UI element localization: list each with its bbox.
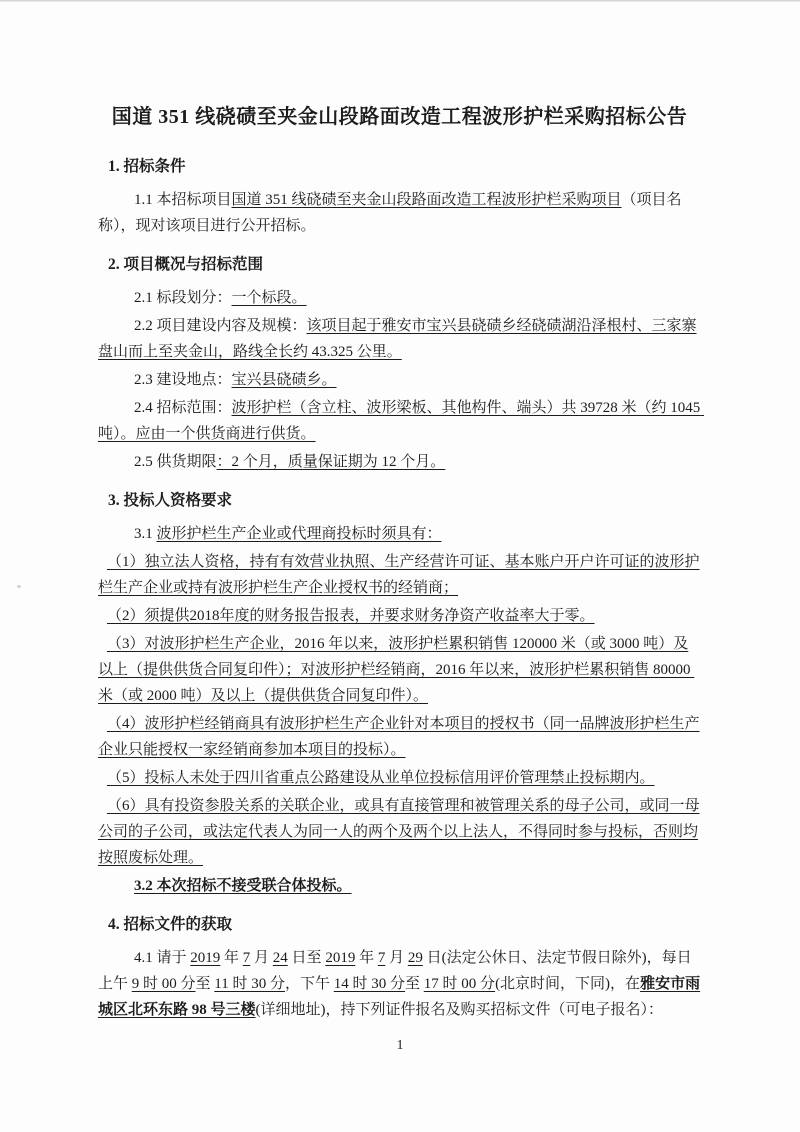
text-run: 至 — [195, 976, 215, 992]
text-run: 2.4 招标范围： — [134, 400, 232, 416]
paragraph — [98, 711, 701, 763]
text-run: 2.2 项目建设内容及规模： — [134, 318, 307, 334]
text-run: 年 — [355, 950, 378, 966]
text-run: 宝兴县硗碛乡。 — [231, 372, 337, 388]
text-run: 日至 — [287, 950, 326, 966]
text-run: 国道 351 线硗碛至夹金山段路面改造工程波形护栏采购项目 — [231, 192, 622, 208]
paragraph — [98, 603, 701, 629]
text-run: 17 时 00 分 — [423, 976, 496, 992]
page-number: 1 — [396, 1038, 404, 1053]
text-run: 7 — [377, 950, 386, 966]
section-heading — [108, 490, 701, 512]
text-run: 3.2 本次招标不接受联合体投标。 — [134, 878, 352, 894]
text-run: 2019 — [325, 950, 356, 966]
text-run: (北京时间，下同)，在 — [495, 976, 641, 992]
paragraph — [98, 793, 701, 871]
text-run: 1. 招标条件 — [108, 158, 186, 175]
text-run: 1.1 本招标项目 — [134, 192, 232, 208]
text-run: 月 — [385, 950, 408, 966]
section-heading — [108, 254, 701, 276]
section-heading — [108, 156, 701, 178]
text-run: 11 时 30 分 — [214, 976, 285, 992]
text-run: 雅安市雨城区北环东路 98 号三楼 — [98, 976, 701, 1018]
text-run: 2.1 标段划分： — [134, 290, 232, 306]
text-run: ：2 个月，质量保证期为 12 个月。 — [216, 454, 446, 470]
document-title: 国道 351 线硗碛至夹金山段路面改造工程波形护栏采购招标公告 — [111, 106, 688, 128]
document-content — [98, 102, 705, 1025]
text-run: 2019 — [190, 950, 221, 966]
text-run: （6）具有投资参股关系的关联企业，或具有直接管理和被管理关系的母子公司，或同一母公司的子公司，或法定代表人为同一人的两个及两个以上法人，不得同时参与投标，否则均按照废标处理。 — [98, 798, 700, 866]
paragraph — [98, 449, 701, 475]
text-run: 月 — [250, 950, 273, 966]
scan-top-edge-artifact — [0, 0, 800, 2]
text-run: 9 时 00 分 — [131, 976, 196, 992]
text-run: 2.5 供货期限 — [134, 454, 217, 470]
text-run: ，下午 — [285, 976, 334, 992]
section-heading — [108, 914, 701, 936]
paragraph — [98, 631, 701, 709]
paragraph — [98, 873, 701, 899]
paragraph — [98, 765, 701, 791]
text-run: 7 — [242, 950, 251, 966]
paragraph — [98, 187, 701, 239]
text-run: （项目名称），现对该项目进行公开招标。 — [98, 192, 682, 234]
text-run: （2）须提供2018年度的财务报告报表，并要求财务净资产收益率大于零。 — [107, 608, 595, 624]
paragraph — [98, 313, 701, 365]
text-run: 波形护栏生产企业或代理商投标时须具有： — [156, 526, 442, 542]
text-run: 3.1 — [134, 526, 157, 542]
text-run: （5）投标人未处于四川省重点公路建设从业单位投标信用评价管理禁止投标期内。 — [107, 770, 655, 786]
text-run: 2. 项目概况与招标范围 — [108, 256, 264, 273]
text-run: 波形护栏（含立柱、波形梁板、其他构件、端头）共 39728 米（约 1045 吨）。应由一个供货商进行供货。 — [98, 400, 705, 442]
text-run: 一个标段。 — [231, 290, 307, 306]
text-run: 日(法定公休日、法定节假日除外)，每日上午 — [98, 950, 692, 992]
paragraph — [98, 285, 701, 311]
document-body — [98, 156, 705, 1023]
text-run: 14 时 30 分 — [333, 976, 406, 992]
text-run: 29 — [407, 950, 423, 966]
text-run: (详细地址)，持下列证件报名及购买招标文件（可电子报名）： — [255, 1002, 664, 1018]
text-run: 24 — [272, 950, 288, 966]
paragraph — [98, 367, 701, 393]
text-run: 年 — [220, 950, 243, 966]
scan-speck-artifact — [17, 585, 21, 588]
text-run: 该项目起于雅安市宝兴县硗碛乡经硗碛湖沿泽根村、三家寨盘山而上至夹金山，路线全长约 43.325 公里。 — [98, 318, 697, 360]
paragraph — [98, 549, 701, 601]
paragraph — [98, 395, 705, 447]
text-run: 4. 招标文件的获取 — [108, 916, 233, 933]
text-run: 至 — [405, 976, 424, 992]
text-run: （3）对波形护栏生产企业，2016 年以来，波形护栏累积销售 120000 米（或 3000 吨）及以上（提供供货合同复印件）；对波形护栏经销商，2016 年以来，波形护栏累积销售 80000 米（或 2000 吨）及以上（提供供货合同复印件）。 — [98, 636, 695, 704]
text-run: 3. 投标人资格要求 — [108, 492, 233, 509]
text-run: （1）独立法人资格，持有有效营业执照、生产经营许可证、基本账户开户许可证的波形护栏生产企业或持有波形护栏生产企业授权书的经销商； — [98, 554, 700, 596]
text-run: 2.3 建设地点： — [134, 372, 232, 388]
text-run: （4）波形护栏经销商具有波形护栏生产企业针对本项目的授权书（同一品牌波形护栏生产企业只能授权一家经销商参加本项目的投标）。 — [98, 716, 700, 758]
paragraph — [98, 521, 701, 547]
paragraph — [98, 945, 701, 1023]
text-run: 4.1 请于 — [134, 950, 191, 966]
